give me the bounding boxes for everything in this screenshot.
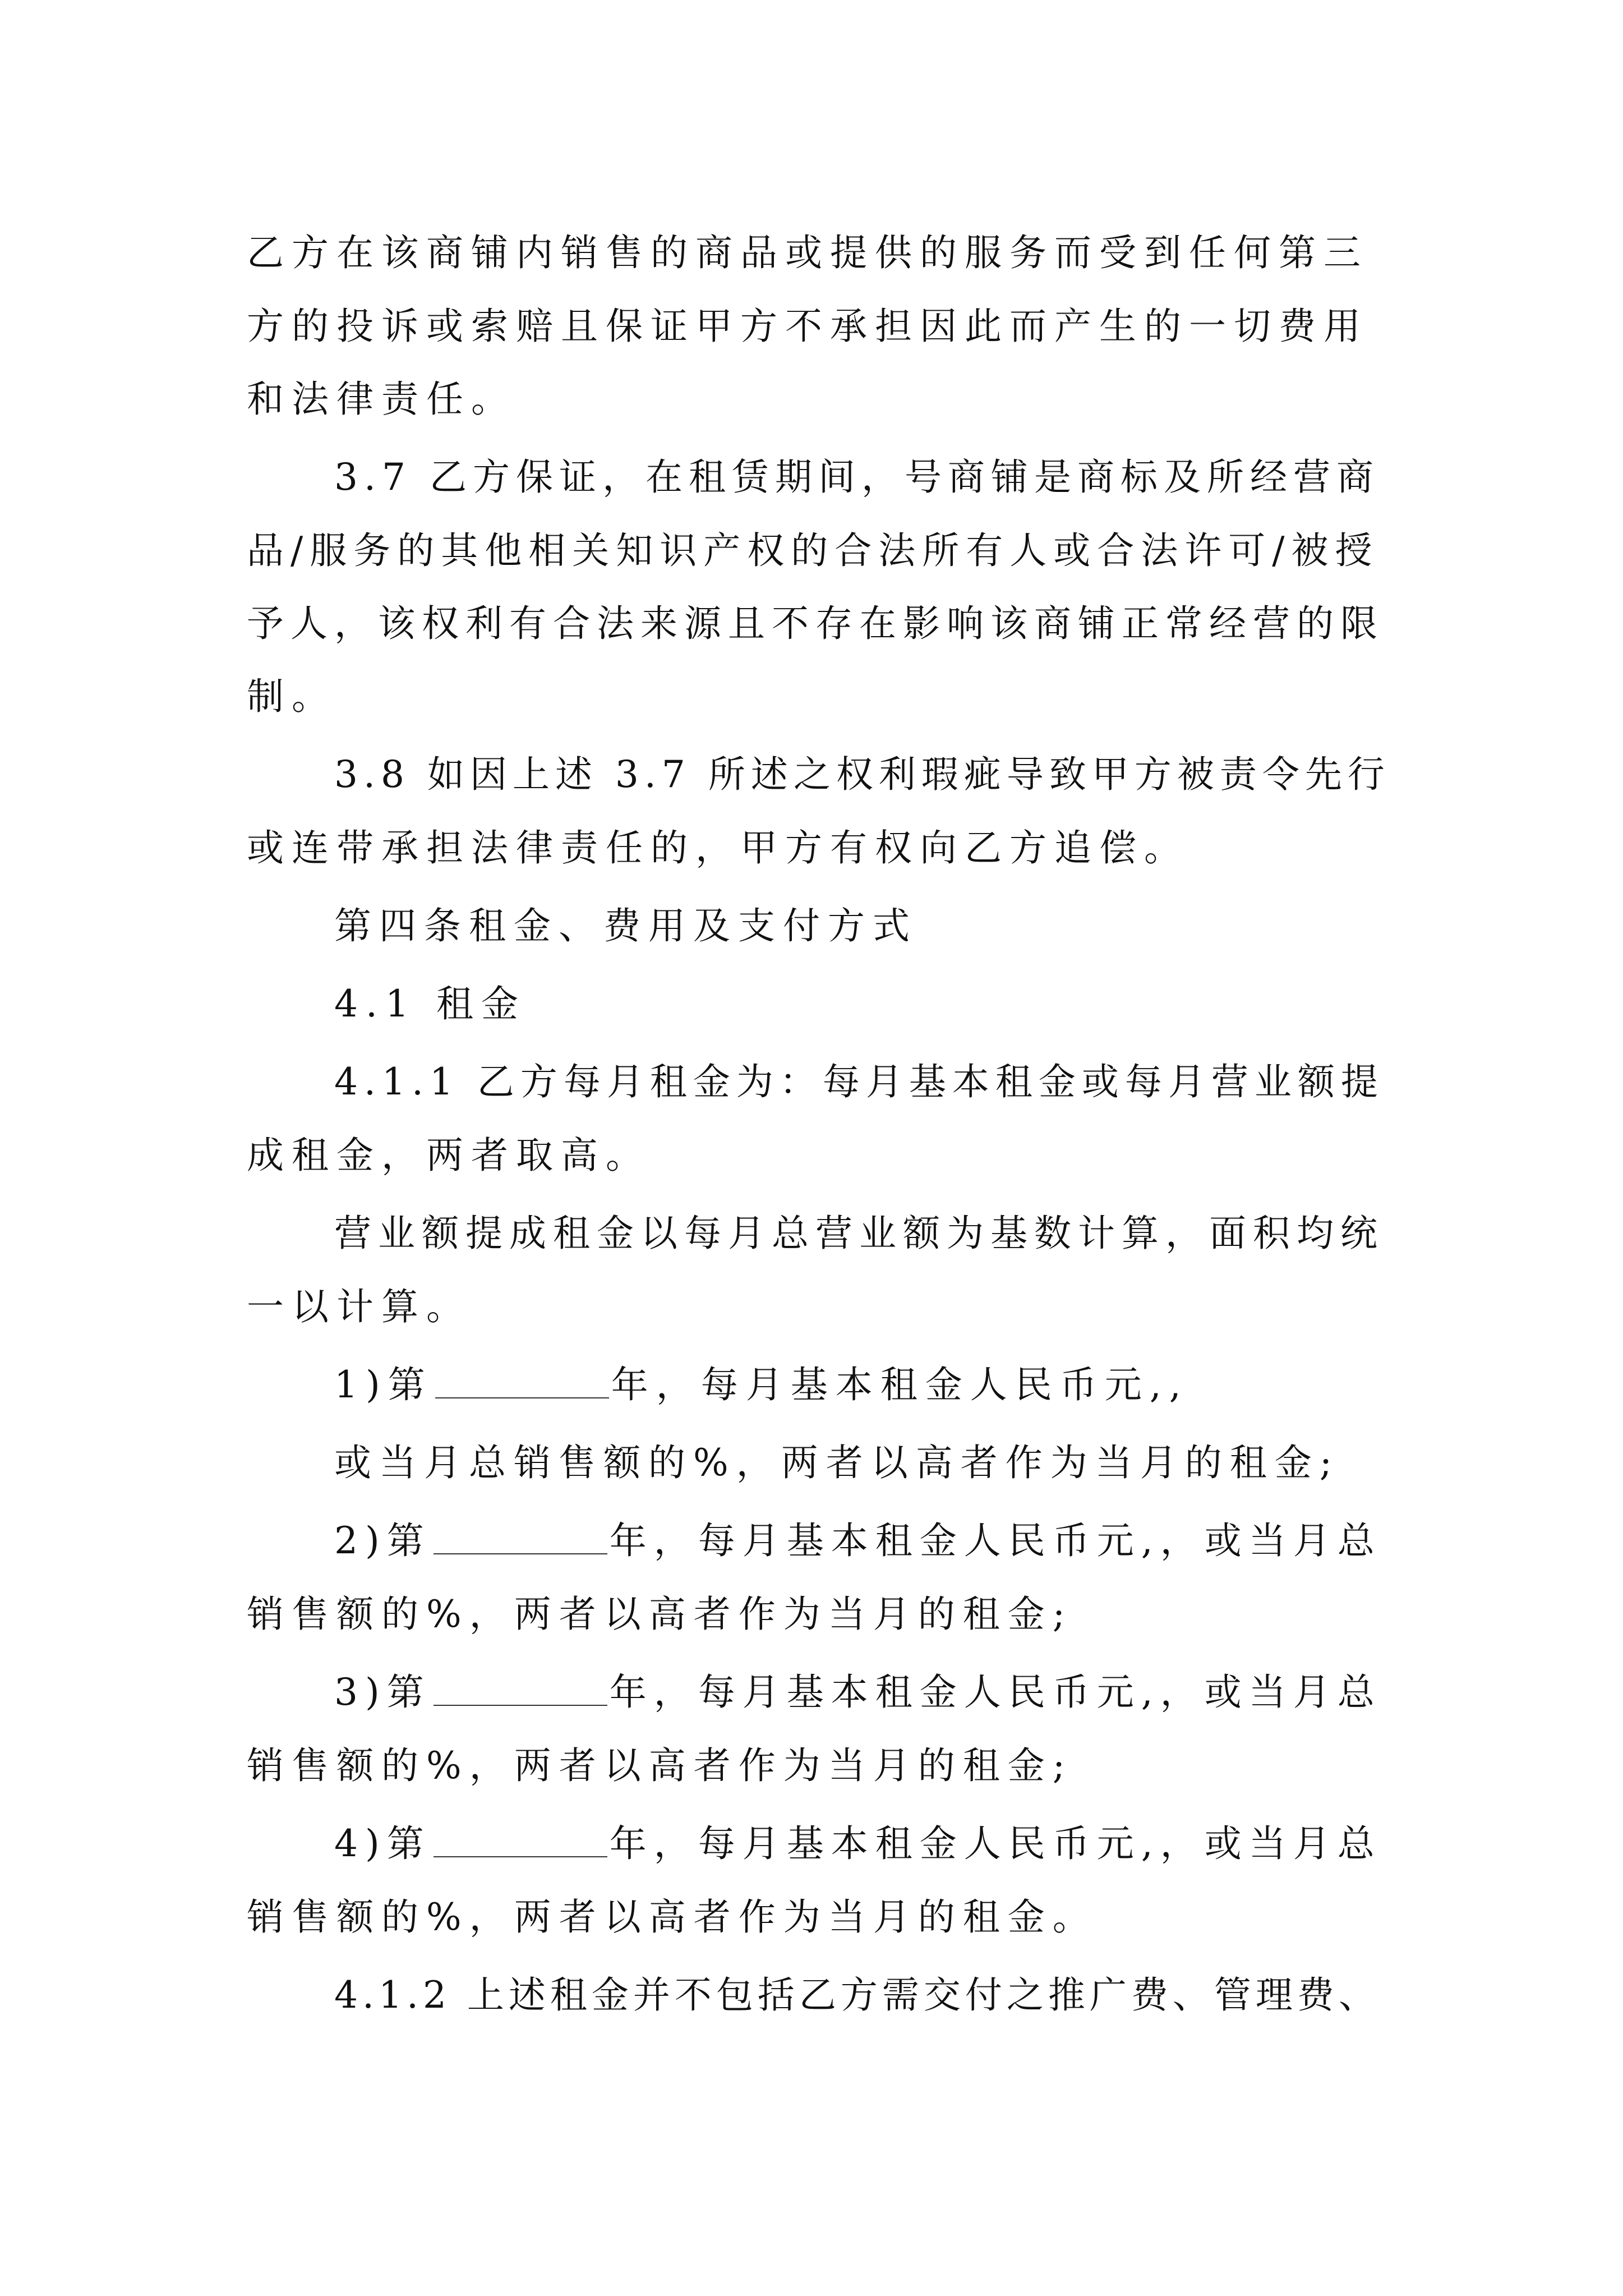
text-line: 3.8 如因上述 3.7 所述之权利瑕疵导致甲方被责令先行 [334, 753, 1390, 796]
fill-in-blank[interactable] [434, 1816, 607, 1857]
list-item-text: 年，每月基本租金人民币元,, [611, 1363, 1189, 1406]
text-line: 3.7 乙方保证，在租赁期间，号商铺是商标及所经营商 [334, 455, 1380, 499]
list-item-year-3 [334, 1664, 1382, 1720]
list-item-year-2 [334, 1513, 1382, 1569]
list-item-text: 年，每月基本租金人民币元,，或当月总 [609, 1822, 1382, 1865]
fill-in-blank[interactable] [435, 1357, 609, 1398]
text-line: 乙方在该商铺内销售的商品或提供的服务而受到任何第三 [247, 231, 1368, 274]
list-item-text: 年，每月基本租金人民币元,，或当月总 [609, 1519, 1382, 1562]
text-line: 方的投诉或索赔且保证甲方不承担因此而产生的一切费用 [247, 305, 1368, 348]
text-line: 销售额的%，两者以高者作为当月的租金; [247, 1744, 1073, 1787]
fill-in-blank[interactable] [434, 1513, 607, 1554]
text-line: 4.1.1 乙方每月租金为：每月基本租金或每月营业额提 [334, 1060, 1384, 1103]
text-line: 和法律责任。 [247, 378, 516, 421]
text-line: 或当月总销售额的%，两者以高者作为当月的租金; [334, 1441, 1340, 1484]
text-line: 销售额的%，两者以高者作为当月的租金; [247, 1593, 1073, 1636]
list-item-prefix: 2)第 [334, 1519, 431, 1562]
fill-in-blank[interactable] [434, 1664, 607, 1706]
text-line: 4.1.2 上述租金并不包括乙方需交付之推广费、管理费、 [334, 1973, 1380, 2017]
subsection-heading: 4.1 租金 [334, 982, 526, 1025]
text-line: 一以计算。 [247, 1285, 471, 1328]
text-line: 销售额的%，两者以高者作为当月的租金。 [247, 1895, 1098, 1939]
list-item-year-1 [334, 1357, 1189, 1413]
text-line: 或连带承担法律责任的，甲方有权向乙方追偿。 [247, 826, 1189, 869]
list-item-prefix: 4)第 [334, 1822, 431, 1865]
text-line: 品/服务的其他相关知识产权的合法所有人或合法许可/被授 [247, 529, 1379, 572]
text-line: 成租金，两者取高。 [247, 1134, 651, 1177]
section-heading: 第四条租金、费用及支付方式 [334, 904, 917, 947]
list-item-year-4 [334, 1816, 1382, 1872]
list-item-prefix: 3)第 [334, 1671, 431, 1714]
list-item-prefix: 1)第 [334, 1363, 433, 1406]
text-line: 制。 [247, 675, 336, 718]
text-line: 予人，该权利有合法来源且不存在影响该商铺正常经营的限 [247, 602, 1384, 645]
list-item-text: 年，每月基本租金人民币元,，或当月总 [609, 1671, 1382, 1714]
text-line: 营业额提成租金以每月总营业额为基数计算，面积均统 [334, 1212, 1384, 1255]
